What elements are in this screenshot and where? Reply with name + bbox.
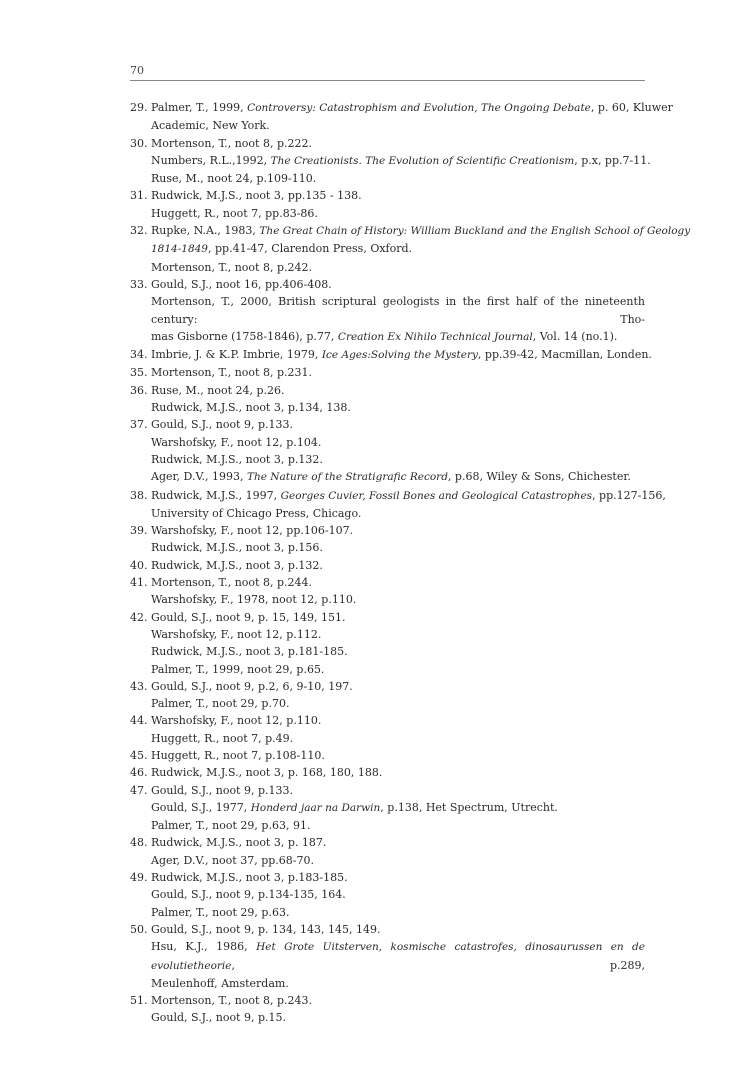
endnote-text: Gould, S.J., noot 9, p. 15, 149, 151.: [151, 610, 346, 624]
endnote-text: Rudwick, M.J.S., noot 3, p.132.: [151, 452, 323, 466]
endnote-text: Ager, D.V., 1993,: [151, 470, 247, 484]
endnote-number: 32.: [130, 224, 148, 238]
endnote-text: Rudwick, M.J.S., noot 3, p.156.: [151, 541, 323, 555]
endnote-text: , pp.127-156,: [592, 488, 666, 502]
endnote-line: [151, 712, 645, 729]
endnote-text: Academic, New York.: [151, 119, 270, 133]
endnote-line: [151, 764, 645, 781]
endnote-number: 33.: [130, 277, 148, 291]
endnote-text: Warshofsky, F., noot 12, p.112.: [151, 627, 322, 641]
endnote-text: , Vol. 14 (no.1).: [532, 329, 618, 343]
endnote-text: , p.68, Wiley & Sons, Chichester.: [447, 470, 631, 484]
endnote: [130, 992, 645, 1027]
endnote: [130, 99, 673, 135]
endnote-text: Hsu, K.J., 1986,: [151, 940, 257, 954]
endnote-line: [151, 747, 645, 764]
endnote-text: Huggett, R., noot 7, p.49.: [151, 731, 294, 745]
endnote: [130, 135, 651, 188]
endnote: [130, 869, 645, 921]
endnote-text: Gould, S.J., noot 9, p.15.: [151, 1011, 287, 1025]
endnote-text: , p.138, Het Spectrum, Utrecht.: [380, 800, 558, 814]
endnote-text: Rudwick, M.J.S., 1997,: [151, 488, 281, 502]
endnote: [130, 747, 645, 764]
endnote-number: 39.: [130, 524, 148, 538]
endnote-title-italic: Creation Ex Nihilo Technical Journal: [337, 330, 533, 343]
endnote-line: [151, 1009, 645, 1026]
endnote-line: [151, 799, 645, 817]
endnote-number: 50.: [130, 922, 148, 936]
endnote-line: [151, 591, 645, 608]
endnote-line: [151, 975, 645, 992]
endnote-line: [151, 293, 645, 328]
endnote-number: 35.: [130, 366, 148, 380]
endnote-line: [151, 99, 673, 117]
endnote-text: Imbrie, J. & K.P. Imbrie, 1979,: [151, 348, 322, 362]
endnote-line: [151, 869, 645, 886]
endnote-text: Ager, D.V., noot 37, pp.68-70.: [151, 853, 314, 867]
endnote-text: Rudwick, M.J.S., noot 3, p. 168, 180, 188.: [151, 766, 383, 780]
endnote-text: , pp.39-42, Macmillan, Londen.: [477, 348, 652, 362]
endnote-text: mas Gisborne (1758-1846), p.77,: [151, 329, 338, 343]
endnote-text: Rudwick, M.J.S., noot 3, p.134, 138.: [151, 401, 351, 415]
endnote-line: [151, 135, 645, 152]
endnote-text: Ruse, M., noot 24, p.109-110.: [151, 172, 317, 186]
endnote-number: 42.: [130, 610, 148, 624]
endnote: [130, 764, 645, 781]
endnote-number: 30.: [130, 136, 148, 150]
endnote-number: 34.: [130, 348, 148, 362]
endnote-text: Mortenson, T., noot 8, p.243.: [151, 994, 312, 1008]
endnote-title-italic: Georges Cuvier, Fossil Bones and Geological Catastrophes: [280, 489, 593, 502]
endnote-line: [151, 487, 666, 505]
endnote-line: [151, 992, 645, 1009]
endnotes-list: [130, 99, 691, 1027]
endnote-number: 37.: [130, 418, 148, 432]
endnote-text: , p.289,: [231, 958, 645, 972]
endnote-text: Rudwick, M.J.S., noot 3, p.183-185.: [151, 871, 348, 885]
endnote-number: 40.: [130, 558, 148, 572]
endnote-line: [151, 643, 645, 660]
endnote-line: [151, 152, 651, 170]
endnote-text: Warshofsky, F., noot 12, p.104.: [151, 435, 322, 449]
endnote-line: [151, 170, 645, 187]
endnote: [130, 416, 645, 486]
endnote: [130, 276, 645, 346]
endnote-text: Rudwick, M.J.S., noot 3, pp.135 - 138.: [151, 189, 362, 203]
endnote-line: [151, 276, 645, 293]
endnote-line: [151, 240, 645, 258]
endnote-line: [151, 505, 645, 522]
endnote-line: [151, 451, 645, 468]
endnote: [130, 712, 645, 747]
endnote-text: Numbers, R.L.,1992,: [151, 153, 271, 167]
endnote-title-italic: Ice Ages:Solving the Mystery: [321, 349, 478, 362]
endnote-text: Mortenson, T., noot 8, p.222.: [151, 136, 312, 150]
endnote-line: [151, 187, 645, 204]
endnote-text: Gould, S.J., noot 16, pp.406-408.: [151, 277, 332, 291]
endnote-line: [151, 817, 645, 834]
endnote-line: [151, 557, 645, 574]
endnote: [130, 921, 645, 992]
endnote-text: Gould, S.J., noot 9, p.133.: [151, 418, 294, 432]
endnote-line: [151, 328, 645, 346]
endnote-line: [151, 522, 645, 539]
endnote-text: Warshofsky, F., noot 12, pp.106-107.: [151, 524, 354, 538]
endnote-number: 31.: [130, 189, 148, 203]
endnote-line: [151, 938, 645, 975]
endnote-text: Palmer, T., 1999,: [151, 101, 248, 114]
endnote-line: [151, 782, 645, 799]
endnote-line: [151, 852, 645, 869]
endnote-number: 38.: [130, 488, 148, 502]
endnote-title-italic: 1814-1849: [151, 243, 208, 256]
endnote-line: [151, 730, 645, 747]
endnote-line: [151, 346, 652, 364]
endnote-line: [151, 574, 645, 591]
endnote: [130, 522, 645, 557]
endnote-text: Gould, S.J., 1977,: [151, 800, 251, 814]
endnote: [130, 557, 645, 574]
endnote-line: [151, 399, 645, 416]
endnote-text: , pp.41-47, Clarendon Press, Oxford.: [208, 242, 413, 256]
endnote-title-italic: Honderd jaar na Darwin: [250, 801, 381, 814]
endnote-number: 46.: [130, 766, 148, 780]
endnote-text: , p.x, pp.7-11.: [574, 153, 651, 167]
endnote-title-italic: The Great Chain of History: William Buckland and the English School of Geology: [259, 225, 691, 238]
endnote-line: [151, 626, 645, 643]
endnote-text: Gould, S.J., noot 9, p.2, 6, 9-10, 197.: [151, 679, 353, 693]
endnote-line: [151, 468, 645, 486]
endnote-line: [151, 222, 691, 240]
endnote-line: [151, 678, 645, 695]
endnote-line: [151, 382, 645, 399]
endnote-line: [151, 886, 645, 903]
endnote: [130, 609, 645, 678]
endnote: [130, 834, 645, 869]
endnote-title-italic: Controversy: Catastrophism and Evolution, The Ongoing Debate: [247, 102, 591, 114]
endnote: [130, 346, 652, 364]
endnote-text: Meulenhoff, Amsterdam.: [151, 976, 289, 990]
endnote-title-italic: The Nature of the Stratigrafic Record: [246, 471, 448, 484]
endnote-text: Gould, S.J., noot 9, p.134-135, 164.: [151, 888, 346, 902]
endnote-text: University of Chicago Press, Chicago.: [151, 506, 362, 520]
endnote-title-italic: The Creationists. The Evolution of Scientific Creationism: [270, 154, 575, 167]
endnote-number: 44.: [130, 714, 148, 728]
endnote-line: [151, 609, 645, 626]
endnote: [130, 574, 645, 609]
endnote-line: [151, 364, 645, 381]
endnote-text: Rudwick, M.J.S., noot 3, p. 187.: [151, 836, 327, 850]
endnote-line: [151, 695, 645, 712]
endnote-text: Mortenson, T., noot 8, p.242.: [151, 260, 312, 274]
endnote: [130, 782, 645, 835]
endnote-number: 45.: [130, 748, 148, 762]
endnote-text: Mortenson, T., 2000, British scriptural geologists in the first half of the nineteenth century: Tho-: [151, 295, 645, 326]
endnote-text: Rupke, N.A., 1983,: [151, 224, 260, 238]
endnote: [130, 382, 645, 417]
endnote-title-italic: Het Grote Uitsterven, kosmische catastrofes, dinosaurussen en de evolutietheorie: [151, 941, 645, 972]
endnote-line: [151, 434, 645, 451]
endnote-text: Huggett, R., noot 7, pp.83-86.: [151, 206, 318, 220]
endnote-text: Gould, S.J., noot 9, p. 134, 143, 145, 149.: [151, 922, 381, 936]
endnote-line: [151, 205, 645, 222]
endnote-number: 47.: [130, 783, 148, 797]
endnote-text: Mortenson, T., noot 8, p.244.: [151, 576, 312, 590]
endnote-text: Warshofsky, F., noot 12, p.110.: [151, 714, 322, 728]
endnote-text: Gould, S.J., noot 9, p.133.: [151, 783, 294, 797]
endnote-text: Huggett, R., noot 7, p.108-110.: [151, 748, 325, 762]
endnote-number: 43.: [130, 679, 148, 693]
endnote-text: Ruse, M., noot 24, p.26.: [151, 383, 285, 397]
endnote-text: , p. 60, Kluwer: [590, 101, 673, 114]
endnote-line: [151, 921, 645, 938]
endnote-number: 29.: [130, 101, 148, 114]
endnote-line: [151, 661, 645, 678]
endnote-text: Palmer, T., 1999, noot 29, p.65.: [151, 662, 325, 676]
endnote: [130, 487, 666, 523]
endnote: [130, 678, 645, 713]
endnote: [130, 187, 645, 222]
endnote-line: [151, 117, 645, 134]
endnote-text: Rudwick, M.J.S., noot 3, p.181-185.: [151, 645, 348, 659]
endnote-line: [151, 539, 645, 556]
endnote-number: 41.: [130, 576, 148, 590]
page-number: 70: [130, 64, 144, 77]
header-rule: [130, 80, 645, 81]
endnote-number: 49.: [130, 871, 148, 885]
endnote-number: 51.: [130, 994, 148, 1008]
endnote-text: Palmer, T., noot 29, p.63.: [151, 905, 290, 919]
endnote: [130, 364, 645, 381]
endnote-line: [151, 259, 645, 276]
endnote-number: 36.: [130, 383, 148, 397]
endnote-line: [151, 416, 645, 433]
endnote-text: Mortenson, T., noot 8, p.231.: [151, 366, 312, 380]
endnote-line: [151, 834, 645, 851]
endnote-text: Warshofsky, F., 1978, noot 12, p.110.: [151, 593, 357, 607]
endnote-text: Palmer, T., noot 29, p.70.: [151, 697, 290, 711]
endnote: [130, 222, 691, 276]
endnote-line: [151, 904, 645, 921]
endnote-number: 48.: [130, 836, 148, 850]
endnote-text: Rudwick, M.J.S., noot 3, p.132.: [151, 558, 323, 572]
endnote-text: Palmer, T., noot 29, p.63, 91.: [151, 819, 311, 833]
